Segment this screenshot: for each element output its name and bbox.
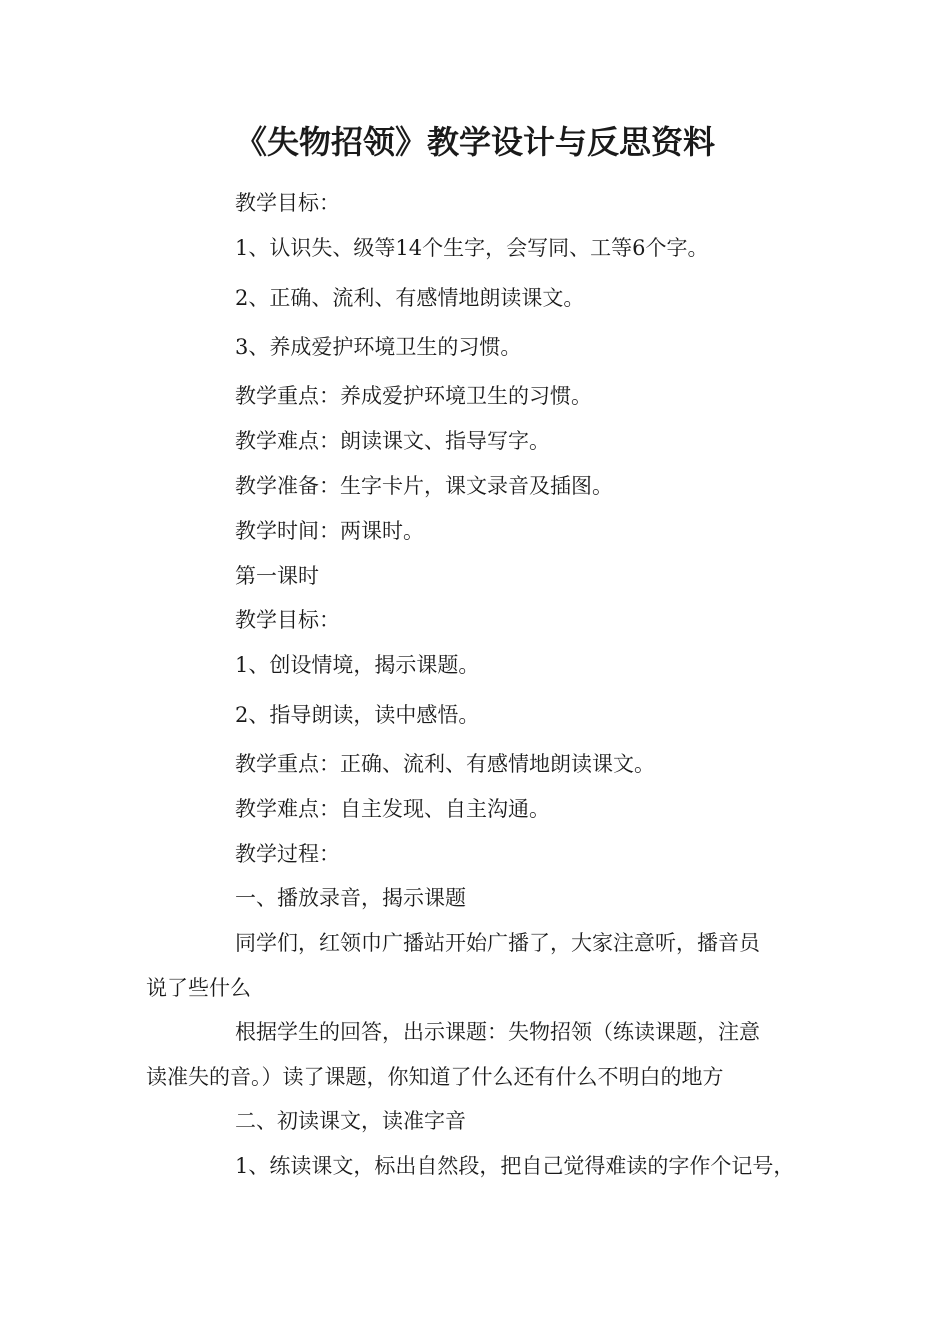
text-line: 二、初读课文，读准字音 [235,1109,466,1133]
text-line: 1、练读课文，标出自然段，把自己觉得难读的字作个记号， [235,1154,795,1178]
paragraph [146,1010,822,1100]
text-line: 教学目标： [235,191,340,215]
text-line: 教学时间：两课时。 [235,519,424,543]
text-line: 教学过程： [235,842,340,866]
text-line: 教学重点：正确、流利、有感情地朗读课文。 [235,752,655,776]
text-line: 教学难点：朗读课文、指导写字。 [235,429,550,453]
text-line: 3、养成爱护环境卫生的习惯。 [235,335,522,359]
paragraph-line: 同学们，红领巾广播站开始广播了，大家注意听，播音员 [235,931,760,955]
text-line: 教学难点：自主发现、自主沟通。 [235,797,550,821]
paragraph-line: 说了些什么 [146,976,251,1000]
paragraph [146,921,822,1011]
paragraph-line: 根据学生的回答，出示课题：失物招领（练读课题，注意 [235,1020,760,1044]
text-line: 1、认识失、级等14个生字，会写同、工等6个字。 [235,236,709,260]
text-line: 教学目标： [235,608,340,632]
text-line: 教学重点：养成爱护环境卫生的习惯。 [235,384,592,408]
paragraph-line: 读准失的音。）读了课题，你知道了什么还有什么不明白的地方 [146,1065,724,1089]
text-line: 2、指导朗读，读中感悟。 [235,703,480,727]
section-heading: 第一课时 [235,564,319,588]
text-line: 一、播放录音，揭示课题 [235,886,466,910]
text-line: 2、正确、流利、有感情地朗读课文。 [235,286,585,310]
text-line: 1、创设情境，揭示课题。 [235,653,480,677]
document-title: 《失物招领》教学设计与反思资料 [234,123,715,161]
text-line: 教学准备：生字卡片，课文录音及插图。 [235,474,613,498]
